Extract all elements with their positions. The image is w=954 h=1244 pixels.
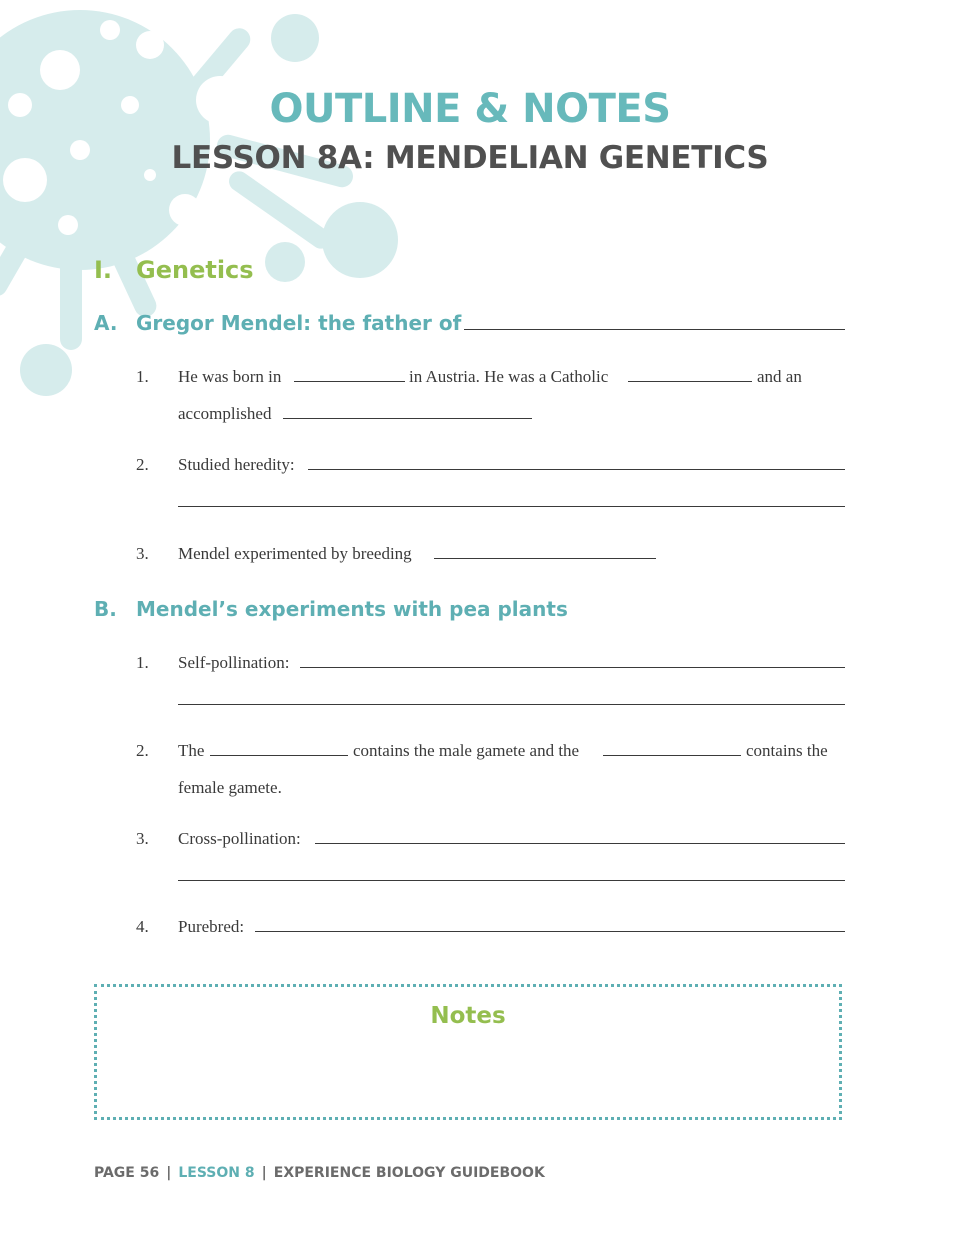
item-text: contains the male gamete and the [353, 741, 580, 760]
answer-blank[interactable] [294, 381, 405, 382]
answer-blank[interactable] [628, 381, 752, 382]
item-number: 1. [136, 653, 149, 672]
virus-illustration [0, 0, 420, 400]
footer-separator: | [261, 1165, 267, 1181]
lesson-title: LESSON 8A: MENDELIAN GENETICS [171, 140, 769, 176]
answer-blank[interactable] [603, 755, 741, 756]
item-text: He was born in [178, 367, 282, 386]
item-text: female gamete. [178, 778, 282, 797]
answer-blank[interactable] [464, 329, 845, 330]
item-text: Cross-pollination: [178, 829, 301, 848]
page-footer [94, 1165, 545, 1181]
section-heading: Genetics [136, 256, 254, 284]
answer-blank[interactable] [434, 558, 656, 559]
item-number: 3. [136, 544, 149, 563]
answer-blank[interactable] [300, 667, 845, 668]
item-number: 2. [136, 741, 149, 760]
item-number: 1. [136, 367, 149, 386]
item-text: The [178, 741, 205, 760]
subsection-letter-b: B. [94, 597, 117, 621]
item-text: and an [757, 367, 802, 386]
footer-separator: | [166, 1165, 172, 1181]
page-number: PAGE 56 [94, 1165, 160, 1181]
item-text: Studied heredity: [178, 455, 295, 474]
item-number: 4. [136, 917, 149, 936]
answer-blank[interactable] [255, 931, 845, 932]
answer-blank[interactable] [210, 755, 348, 756]
item-number: 2. [136, 455, 149, 474]
subsection-heading-a: Gregor Mendel: the father of [136, 311, 462, 335]
answer-blank[interactable] [315, 843, 845, 844]
answer-blank[interactable] [178, 704, 845, 705]
answer-blank[interactable] [178, 880, 845, 881]
item-text: Purebred: [178, 917, 245, 936]
answer-blank[interactable] [178, 506, 845, 507]
item-text: contains the [746, 741, 828, 760]
item-text: accomplished [178, 404, 272, 423]
notes-box[interactable] [94, 984, 842, 1120]
page-title: OUTLINE & NOTES [269, 86, 671, 132]
subsection-letter-a: A. [94, 311, 118, 335]
item-text: Mendel experimented by breeding [178, 544, 412, 563]
section-numeral: I. [94, 256, 113, 284]
answer-blank[interactable] [308, 469, 845, 470]
item-number: 3. [136, 829, 149, 848]
footer-book-title: EXPERIENCE BIOLOGY GUIDEBOOK [273, 1165, 545, 1181]
notes-title: Notes [430, 1003, 506, 1029]
item-text: Self-pollination: [178, 653, 290, 672]
answer-blank[interactable] [283, 418, 532, 419]
subsection-heading-b: Mendel’s experiments with pea plants [136, 597, 568, 621]
footer-lesson: LESSON 8 [178, 1165, 255, 1181]
item-text: in Austria. He was a Catholic [409, 367, 609, 386]
